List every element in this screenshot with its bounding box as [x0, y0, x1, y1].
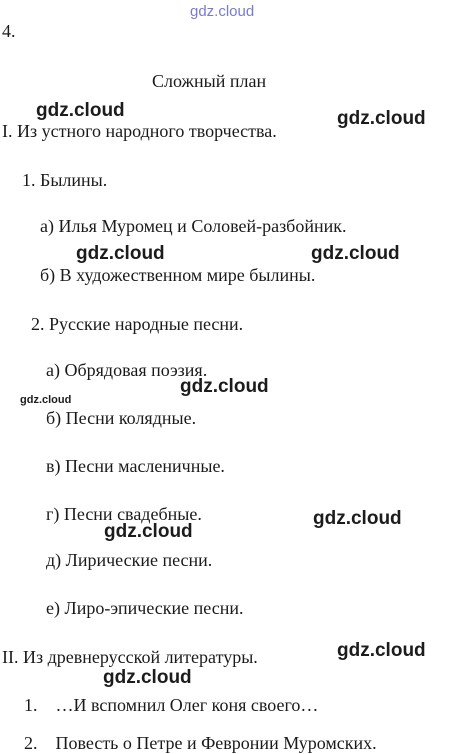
- watermark: gdz.cloud: [311, 243, 400, 264]
- list-item: б) В художественном мире былины.: [40, 265, 316, 285]
- list-item: а) Илья Муромец и Соловей-разбойник.: [40, 216, 347, 236]
- watermark: gdz.cloud: [337, 640, 426, 661]
- watermark: gdz.cloud: [337, 108, 426, 129]
- plan-title: Сложный план: [152, 71, 267, 91]
- list-item: 2. Повесть о Петре и Февронии Муромских.: [24, 733, 377, 753]
- list-item: б) Песни колядные.: [46, 408, 197, 428]
- list-item: а) Обрядовая поэзия.: [46, 360, 208, 380]
- watermark: gdz.cloud: [36, 100, 125, 121]
- list-item: 1. …И вспомнил Олег коня своего…: [24, 695, 319, 715]
- watermark: gdz.cloud: [313, 508, 402, 529]
- list-item: д) Лирические песни.: [46, 550, 213, 570]
- watermark: gdz.cloud: [104, 521, 193, 542]
- section-heading: I. Из устного народного творчества.: [2, 121, 277, 141]
- watermark: gdz.cloud: [76, 243, 165, 264]
- section-heading: II. Из древнерусской литературы.: [2, 647, 258, 667]
- subsection-item: 2. Русские народные песни.: [31, 314, 244, 334]
- watermark: gdz.cloud: [103, 667, 192, 688]
- watermark: gdz.cloud: [20, 394, 72, 406]
- list-item: в) Песни масленичные.: [46, 456, 225, 476]
- task-number: 4.: [2, 21, 16, 41]
- list-item: е) Лиро-эпические песни.: [46, 598, 244, 618]
- watermark: gdz.cloud: [190, 3, 255, 20]
- watermark: gdz.cloud: [180, 376, 269, 397]
- list-item: г) Песни свадебные.: [46, 504, 202, 524]
- subsection-item: 1. Былины.: [22, 170, 108, 190]
